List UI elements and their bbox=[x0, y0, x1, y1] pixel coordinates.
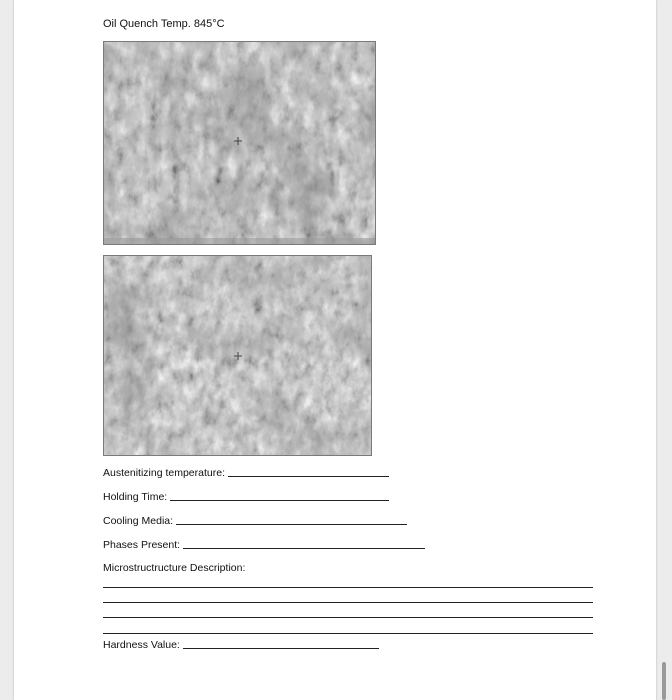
austenitizing-temperature-label: Austenitizing temperature: bbox=[103, 467, 225, 479]
holding-time-label: Holding Time: bbox=[103, 491, 168, 503]
phases-present-field bbox=[103, 537, 425, 551]
description-line-4[interactable] bbox=[103, 633, 593, 634]
page-title: Oil Quench Temp. 845°C bbox=[103, 18, 225, 30]
microstructure-description-label: Microstructructure Description: bbox=[103, 562, 246, 574]
holding-time-field bbox=[103, 489, 389, 503]
austenitizing-temperature-blank[interactable] bbox=[228, 475, 389, 477]
cooling-media-label: Cooling Media: bbox=[103, 515, 174, 527]
phases-present-label: Phases Present: bbox=[103, 539, 181, 551]
phases-present-blank[interactable] bbox=[183, 547, 425, 549]
microstructure-image bbox=[104, 42, 375, 244]
scrollbar-thumb[interactable] bbox=[662, 662, 666, 700]
holding-time-blank[interactable] bbox=[170, 499, 389, 501]
micrograph-image-1 bbox=[103, 41, 376, 245]
microstructure-image bbox=[104, 256, 371, 455]
hardness-value-label: Hardness Value: bbox=[103, 639, 180, 651]
micrograph-image-2 bbox=[103, 255, 372, 456]
cooling-media-field bbox=[103, 513, 407, 527]
microstructure-description-field bbox=[103, 560, 245, 574]
hardness-value-blank[interactable] bbox=[183, 647, 379, 649]
document-page bbox=[14, 0, 656, 700]
cooling-media-blank[interactable] bbox=[176, 523, 407, 525]
austenitizing-temperature-field bbox=[103, 465, 389, 479]
description-line-3[interactable] bbox=[103, 617, 593, 618]
description-line-2[interactable] bbox=[103, 602, 593, 603]
description-line-1[interactable] bbox=[103, 587, 593, 588]
hardness-value-field bbox=[103, 637, 379, 651]
